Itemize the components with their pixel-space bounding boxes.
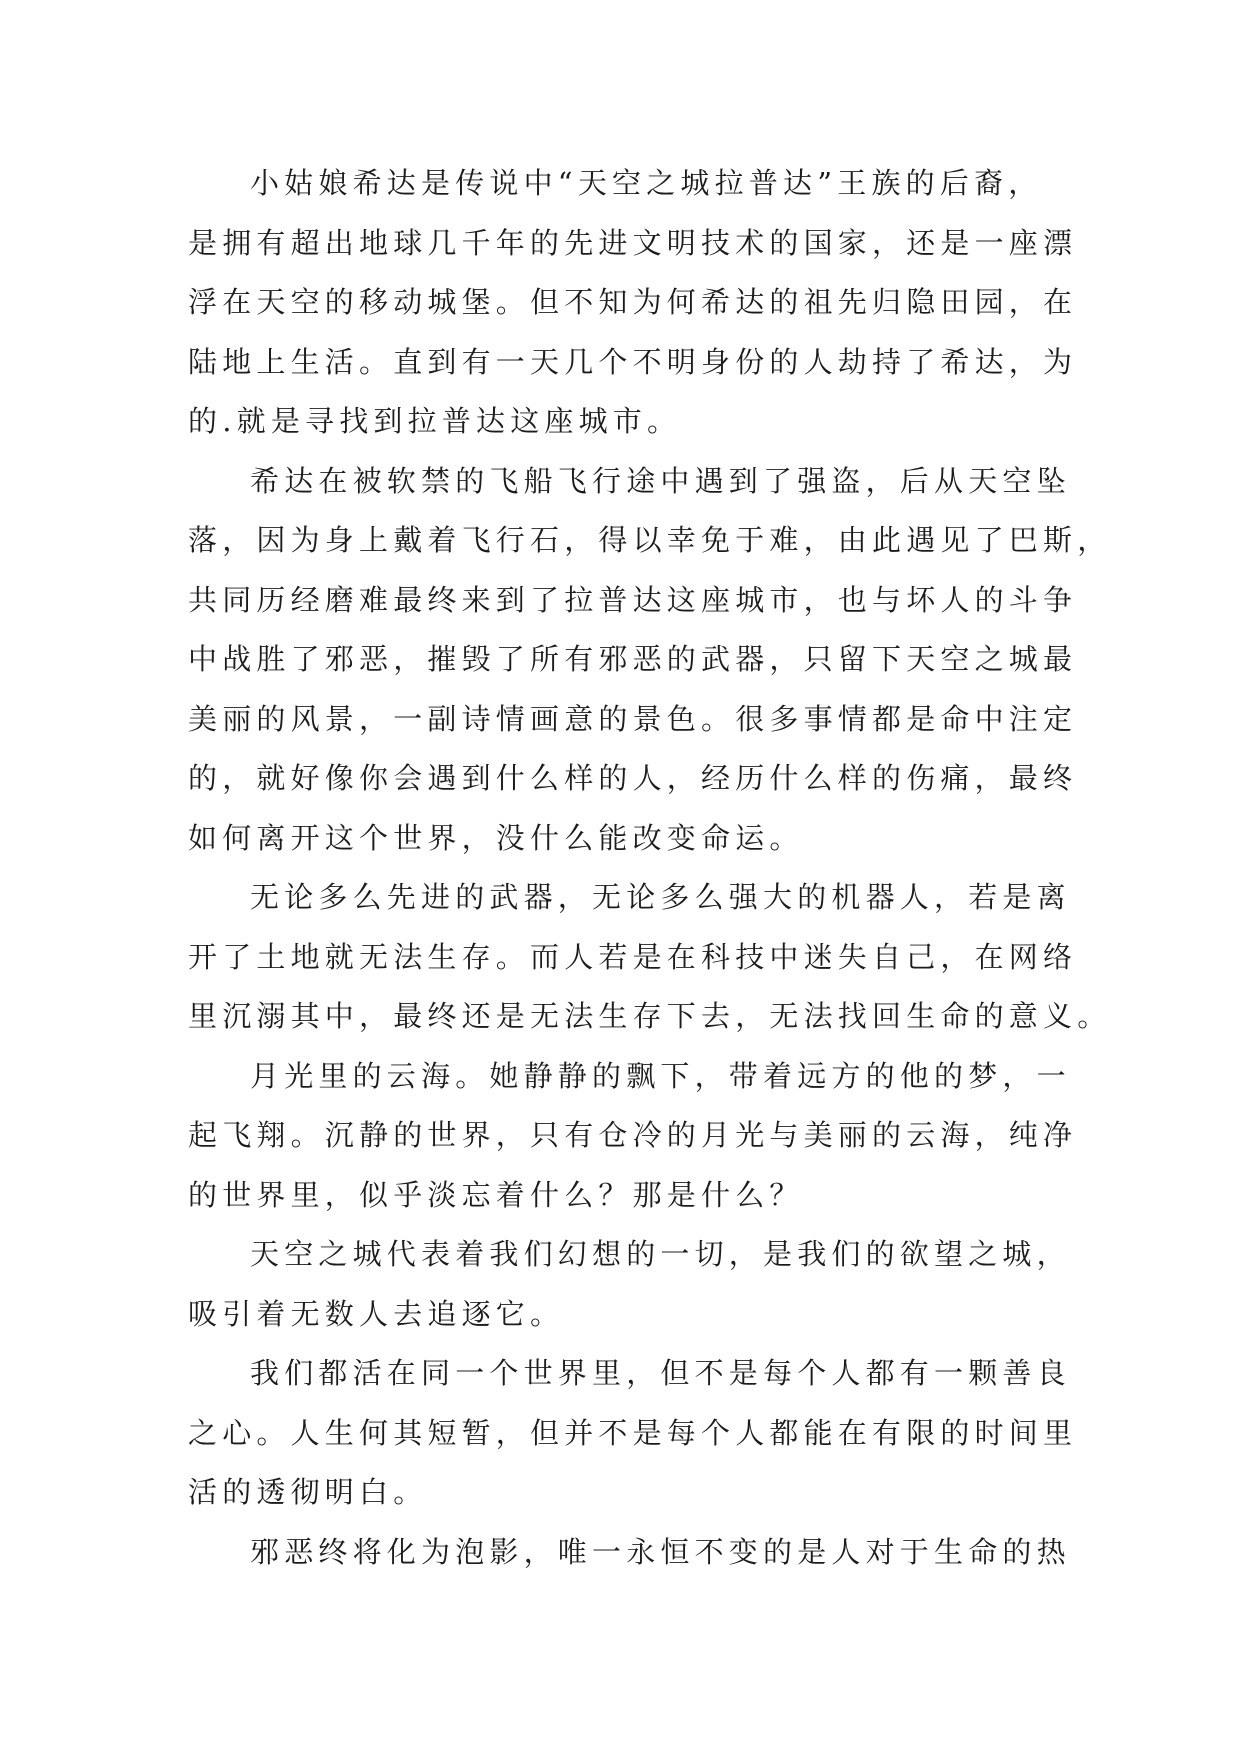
text-line: 月光里的云海。她静静的飘下，带着远方的他的梦，一 <box>250 1058 1071 1093</box>
text-line: 我们都活在同一个世界里，但不是每个人都有一颗善良 <box>250 1356 1071 1390</box>
text-line: 希达在被软禁的飞船飞行途中遇到了强盗，后从天空坠 <box>250 463 1071 498</box>
text-line: 小姑娘希达是传说中“天空之城拉普达”王族的后裔， <box>250 166 1043 200</box>
text-line: 是拥有超出地球几千年的先进文明技术的国家，还是一座漂 <box>188 225 1078 260</box>
text-line: 浮在天空的移动城堡。但不知为何希达的祖先归隐田园，在 <box>188 285 1078 319</box>
text-line: 的，就好像你会遇到什么样的人，经历什么样的伤痛，最终 <box>188 761 1078 795</box>
text-line: 天空之城代表着我们幻想的一切，是我们的欲望之城， <box>250 1237 1071 1271</box>
text-line: 如何离开这个世界，没什么能改变命运。 <box>188 820 804 855</box>
text-line: 的.就是寻找到拉普达这座城市。 <box>188 404 682 438</box>
paragraph-6 <box>188 1344 1078 1523</box>
text-line: 陆地上生活。直到有一天几个不明身份的人劫持了希达，为 <box>188 344 1078 379</box>
text-line: 起飞翔。沉静的世界，只有仓冷的月光与美丽的云海，纯净 <box>188 1118 1078 1152</box>
text-line: 开了土地就无法生存。而人若是在科技中迷失自己，在网络 <box>188 939 1078 974</box>
text-line: 邪恶终将化为泡影，唯一永恒不变的是人对于生命的热 <box>250 1534 1071 1569</box>
text-line: 的世界里，似乎淡忘着什么？那是什么？ <box>188 1177 804 1212</box>
text-line: 中战胜了邪恶，摧毁了所有邪恶的武器，只留下天空之城最 <box>188 642 1078 676</box>
text-line: 之心。人生何其短暂，但并不是每个人都能在有限的时间里 <box>188 1415 1078 1450</box>
text-line: 美丽的风景，一副诗情画意的景色。很多事情都是命中注定 <box>188 701 1078 736</box>
text-line: 无论多么先进的武器，无论多么强大的机器人，若是离 <box>250 880 1071 914</box>
text-line: 吸引着无数人去追逐它。 <box>188 1296 565 1331</box>
document-body <box>188 154 1112 1582</box>
paragraph-4 <box>188 1047 1078 1226</box>
text-line: 落，因为身上戴着飞行石，得以幸免于难，由此遇见了巴斯， <box>188 523 1112 557</box>
text-line: 里沉溺其中，最终还是无法生存下去，无法找回生命的意义。 <box>188 999 1112 1033</box>
paragraph-7 <box>188 1523 1071 1583</box>
text-line: 共同历经磨难最终来到了拉普达这座城市，也与坏人的斗争 <box>188 582 1078 617</box>
paragraph-2 <box>188 452 1112 869</box>
paragraph-1 <box>188 154 1078 452</box>
paragraph-5 <box>188 1225 1071 1344</box>
text-line: 活的透彻明白。 <box>188 1475 428 1509</box>
paragraph-3 <box>188 868 1112 1047</box>
